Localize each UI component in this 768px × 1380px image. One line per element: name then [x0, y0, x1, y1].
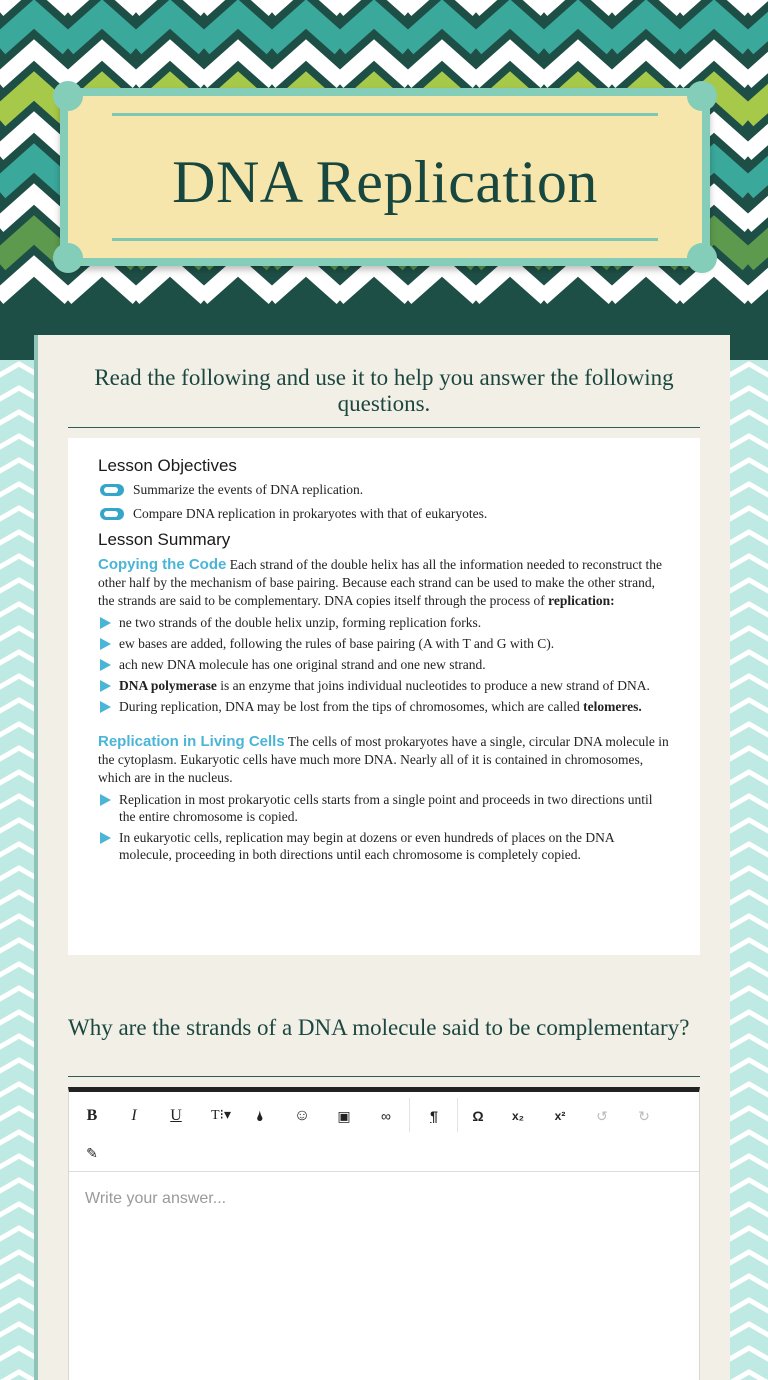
redo-icon[interactable]: ↻	[638, 1108, 650, 1124]
subscript-button[interactable]: x₂	[511, 1109, 524, 1123]
image-icon[interactable]: ▣	[337, 1108, 351, 1124]
key-icon	[100, 508, 124, 520]
answer-placeholder[interactable]: Write your answer...	[85, 1190, 227, 1207]
toolbar-separator	[409, 1098, 410, 1132]
copying-lead: Copying the Code	[98, 556, 227, 573]
triangle-bullet-icon	[100, 701, 111, 713]
triangle-bullet-icon	[100, 638, 111, 650]
bullet-item	[100, 698, 670, 715]
title-plaque-inner	[68, 96, 702, 258]
living-paragraph	[98, 733, 670, 787]
left-chevron-stripes	[0, 360, 38, 1380]
link-icon[interactable]: ∞	[381, 1108, 391, 1124]
triangle-bullet-icon	[100, 617, 111, 629]
bullet-bold: DNA polymerase	[119, 678, 217, 693]
editor-toolbar	[69, 1092, 699, 1172]
bullet-text: ew bases are added, following the rules of base pairing (A with T and G with C).	[119, 636, 555, 651]
intro-text: Read the following and use it to help you answer the following questions.	[94, 365, 674, 416]
question-divider	[68, 1076, 700, 1077]
bullet-bold: telomeres.	[583, 699, 642, 714]
triangle-bullet-icon	[100, 680, 111, 692]
plaque-corner	[687, 243, 717, 273]
special-char-icon[interactable]: Ω	[472, 1108, 484, 1124]
undo-icon[interactable]: ↺	[596, 1108, 608, 1124]
italic-button[interactable]: I	[131, 1107, 137, 1124]
underline-button[interactable]: U	[170, 1107, 182, 1124]
right-chevron-stripes	[730, 360, 768, 1380]
lesson-image	[68, 438, 700, 955]
paragraph-icon[interactable]: ¶	[430, 1108, 438, 1124]
bullet-item	[100, 791, 670, 825]
objective-text: Compare DNA replication in prokaryotes with that of eukaryotes.	[133, 506, 488, 521]
bullet-text	[119, 698, 642, 715]
bullet-rest: is an enzyme that joins individual nucleotides to produce a new strand of DNA.	[216, 678, 650, 693]
bold-button[interactable]: B	[86, 1107, 98, 1124]
bullet-text: ach new DNA molecule has one original strand and one new strand.	[119, 657, 486, 672]
summary-heading: Lesson Summary	[98, 530, 231, 549]
bullet-item	[100, 614, 670, 631]
bullet-text	[119, 677, 650, 694]
plaque-rule-bottom	[112, 238, 658, 241]
living-lead: Replication in Living Cells	[98, 733, 285, 750]
bullet-item	[100, 829, 670, 863]
bullet-text: Replication in most prokaryotic cells starts from a single point and proceeds in two directions until the entire chromosome is copied.	[119, 792, 653, 824]
title-plaque	[60, 88, 710, 266]
toolbar-separator	[457, 1098, 458, 1132]
triangle-bullet-icon	[100, 659, 111, 671]
objective-text: Summarize the events of DNA replication.	[133, 482, 364, 497]
page-title: DNA Replication	[172, 149, 598, 215]
plaque-corner	[53, 243, 83, 273]
triangle-bullet-icon	[100, 832, 111, 844]
key-icon	[100, 484, 124, 496]
color-drop-icon[interactable]: 🌢	[255, 1108, 265, 1124]
intro-divider	[68, 427, 700, 428]
objective-item	[100, 506, 670, 522]
bullet-item	[100, 635, 670, 652]
plaque-rule-top	[112, 113, 658, 116]
bullet-item	[100, 656, 670, 673]
objective-item	[100, 482, 670, 498]
living-text: The cells of most prokaryotes have a single, circular DNA molecule in the cytoplasm. Eukaryotic cells have much more DNA. Nearly all of it is contained in chromosomes, which are in the nucleus.	[98, 734, 669, 785]
bullet-text: ne two strands of the double helix unzip, forming replication forks.	[119, 615, 482, 630]
superscript-button[interactable]: x²	[554, 1109, 566, 1123]
emoji-icon[interactable]: ☺	[293, 1107, 311, 1124]
copying-text: Each strand of the double helix has all the information needed to reconstruct the other half by the mechanism of base pairing. Because each strand can be used to make the other strand, the strands are said to be complementary. DNA copies itself through the process of	[98, 557, 662, 608]
plaque-corner	[53, 81, 83, 111]
objectives-heading: Lesson Objectives	[98, 456, 237, 475]
bullet-pre: During replication, DNA may be lost from the tips of chromosomes, which are called	[119, 699, 584, 714]
triangle-bullet-icon	[100, 794, 111, 806]
clear-format-eraser-icon[interactable]: ✎	[86, 1145, 98, 1161]
answer-editor[interactable]	[68, 1087, 700, 1380]
bullet-item	[100, 677, 670, 694]
bullet-text: In eukaryotic cells, replication may begin at dozens or even hundreds of places on the DNA molecule, proceeding in both directions until each chromosome is completely copied.	[119, 830, 614, 862]
copying-bold: replication:	[548, 593, 615, 608]
worksheet-paper	[38, 335, 730, 1380]
copying-paragraph	[98, 556, 670, 610]
text-size-button[interactable]: T⁝▾	[210, 1108, 232, 1123]
question-text: Why are the strands of a DNA molecule said to be complementary?	[68, 1015, 690, 1040]
plaque-corner	[687, 81, 717, 111]
